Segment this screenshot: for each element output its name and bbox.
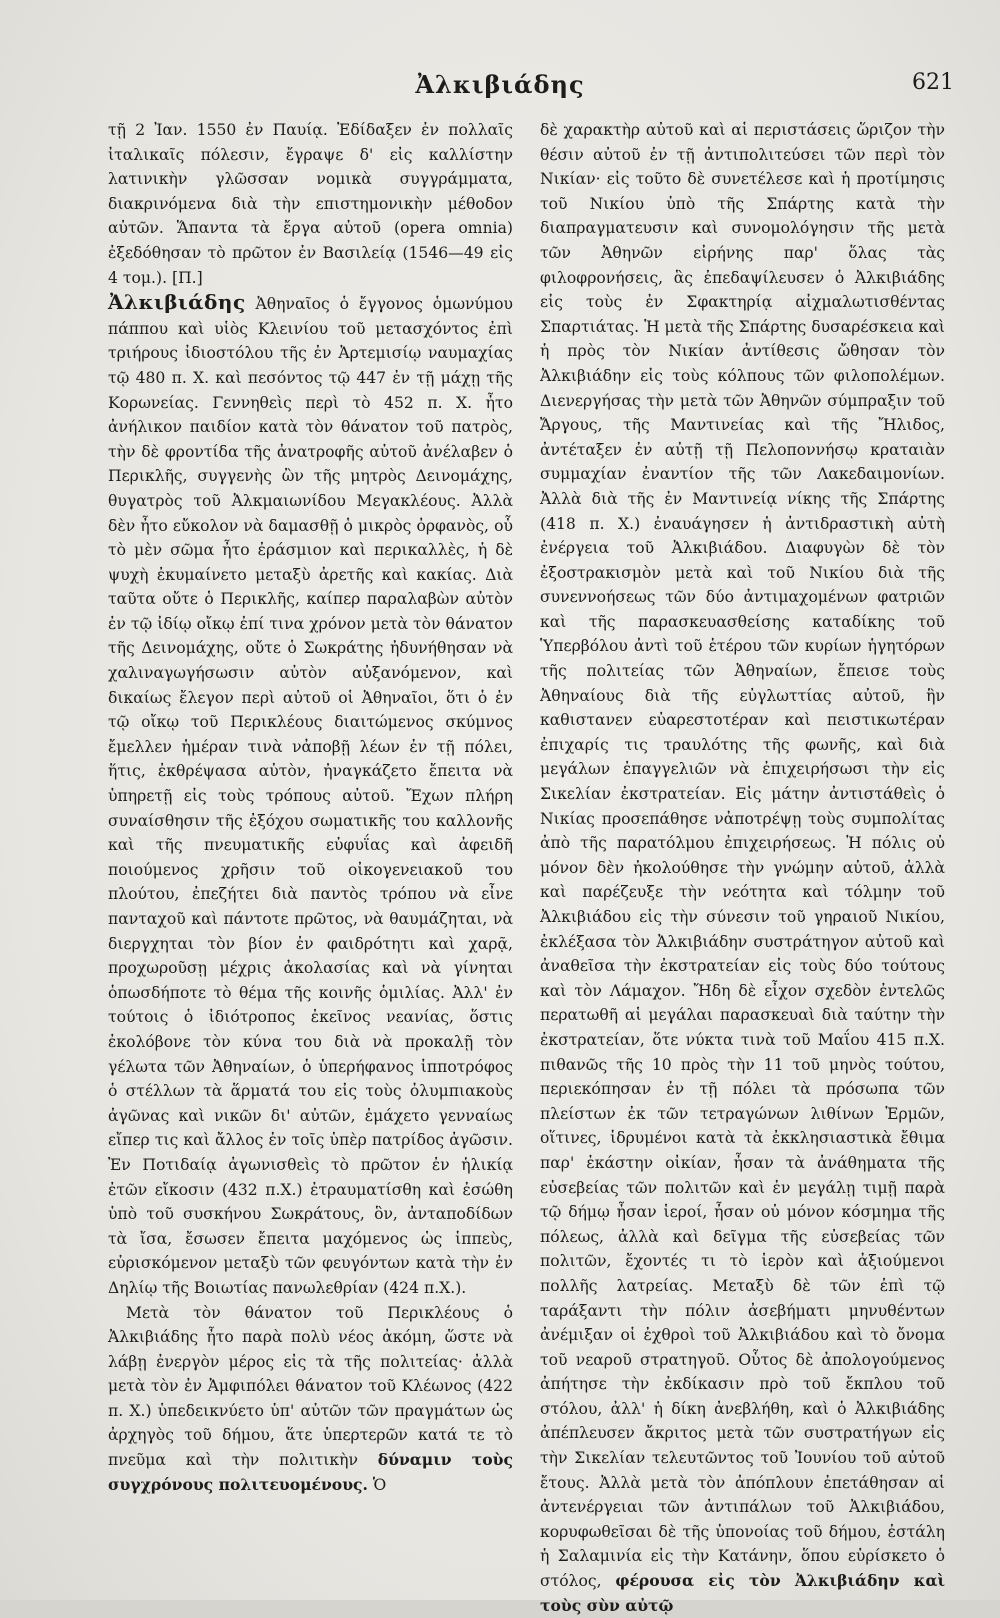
page-title: Ἀλκιβιάδης [415, 70, 585, 99]
paragraph-text: Ἀθηναῖος ὁ ἔγγονος ὁμωνύμου πάππου καὶ υἱὸς Κλεινίου τοῦ μετασχόντος ἐπὶ τριήρους ἰδιοστόλου τῆς ἐν Ἀρτεμισίῳ ναυμαχίας τῷ 480 π. Χ. καὶ πεσόντος τῷ 447 ἐν τῇ μάχῃ τῆς Κορωνείας. Γεννηθεὶς περὶ τὸ 452 π. Χ. ἦτο ἀνήλικον παιδίον κατὰ τὸν θάνατον τοῦ πατρὸς, τὴν δὲ φροντίδα τῆς ἀνατροφῆς αὐτοῦ ἀνέλαβεν ὁ Περικλῆς, συγγενὴς ὢν τῆς μητρὸς Δεινομάχης, θυγατρὸς τοῦ Ἀλκμαιωνίδου Μεγακλέους. Ἀλλὰ δὲν ἦτο εὔκολον νὰ δαμασθῇ ὁ μικρὸς ὀρφανὸς, οὗ τὸ μὲν σῶμα ἦτο ἐράσμιον καὶ περικαλλὲς, ἡ δὲ ψυχὴ ἐκυμαίνετο μεταξὺ ἀρετῆς καὶ κακίας. Διὰ ταῦτα οὔτε ὁ Περικλῆς, καίπερ παραλαβὼν αὐτὸν ἐν τῷ ἰδίῳ οἴκῳ ἐπί τινα χρόνον μετὰ τὸν θάνατον τῆς Δεινομάχης, οὔτε ὁ Σωκράτης ἠδυνήθησαν νὰ χαλιναγωγήσωσιν αὐτὸν αὐξανόμενον, καὶ δικαίως ἔλεγον περὶ αὐτοῦ οἱ Ἀθηναῖοι, ὅτι ὁ ἐν τῷ οἴκῳ τοῦ Περικλέους διαιτώμενος σκύμνος ἔμελλεν ἡμέραν τινὰ νἀποβῇ λέων ἐν τῇ πόλει, ἥτις, ἐκθρέψασα αὐτὸν, ἠναγκάζετο ἔπειτα νὰ ὑπηρετῇ εἰς τοὺς τρόπους αὐτοῦ. Ἔχων πλήρη συναίσθησιν τῆς ἐξόχου σωματικῆς του καλλονῆς καὶ τῆς πνευματικῆς εὐφυΐας καὶ ἀφειδῆ ποιούμενος χρῆσιν τοῦ οἰκογενειακοῦ του πλούτου, ἐπεζήτει διὰ παντὸς τρόπου νὰ εἶνε πανταχοῦ καὶ πάντοτε πρῶτος, νὰ θαυμάζηται, νὰ διεργχηται τὸν βίον ἐν φαιδρότητι καὶ χαρᾷ, προχωροῦσῃ μέχρις ἀκολασίας καὶ νὰ γίνηται ὁπωσδήποτε τὸ θέμα τῆς κοινῆς ὁμιλίας. Ἀλλ' ἐν τούτοις ὁ ἰδιότροπος ἐκεῖνος νεανίας, ὅστις ἐκολόβονε τὸν κύνα του διὰ νὰ προκαλῇ τὸν γέλωτα τῶν Ἀθηναίων, ὁ ὑπερήφανος ἱπποτρόφος ὁ στέλλων τὰ ἅρματά του εἰς τοὺς ὀλυμπιακοὺς ἀγῶνας καὶ νικῶν δι' αὐτῶν, ἐμάχετο γενναίως εἴπερ τις καὶ ἄλλος ἐν τοῖς ὑπὲρ πατρίδος ἀγῶσιν. Ἐν Ποτιδαίᾳ ἀγωνισθεὶς τὸ πρῶτον ἐν ἡλικίᾳ ἐτῶν εἴκοσιν (432 π.Χ.) ἐτραυματίσθη καὶ ἐσώθη ὑπὸ τοῦ συσκήνου Σωκράτους, ὃν, ἀνταποδίδων τὰ ἴσα, ἔσωσεν ἔπειτα μαχόμενος ὡς ἱππεὺς, εὑρισκόμενον μεταξὺ τῶν φευγόντων κατὰ τὴν ἐν Δηλίῳ τῆς Βοιωτίας πανωλεθρίαν (424 π.Χ.). [108, 295, 513, 1297]
paragraph-text: τῇ 2 Ἰαν. 1550 ἐν Παυίᾳ. Ἐδίδαξεν ἐν πολλαῖς ἰταλικαῖς πόλεσιν, ἔγραψε δ' εἰς καλλίστην λατινικὴν γλῶσσαν νομικὰ συγγράμματα, διακρινόμενα διὰ τὴν επιστημονικὴν μέθοδον αὐτῶν. Ἅπαντα τὰ ἔργα αὐτοῦ (opera omnia) ἐξεδόθησαν τὸ πρῶτον ἐν Βασιλείᾳ (1546—49 εἰς 4 τομ.). [Π.] [108, 121, 513, 287]
paragraph-text: δὲ χαρακτὴρ αὐτοῦ καὶ αἱ περιστάσεις ὥριζον τὴν θέσιν αὐτοῦ ἐν τῇ ἀντιπολιτεύσει τῶν περὶ τὸν Νικίαν· εἰς τοῦτο δὲ συνετέλεσε καὶ ἡ προτίμησις τοῦ Νικίου ὑπὸ τῆς Σπάρτης κατὰ τὴν διαπραγματευσιν καὶ συνομολόγησιν τῆς μετὰ τῶν Ἀθηνῶν εἰρήνης παρ' ὅλας τὰς φιλοφρονήσεις, ἃς ἐπεδαψίλευσεν ὁ Ἀλκιβιάδης εἰς τοὺς ἐν Σφακτηρίᾳ αἰχμαλωτισθέντας Σπαρτιάτας. Ἡ μετὰ τῆς Σπάρτης δυσαρέσκεια καὶ ἡ πρὸς τὸν Νικίαν ἀντίθεσις ὤθησαν τὸν Ἀλκιβιάδην εἰς τοὺς κόλπους τῶν φιλοπολέμων. Διενεργήσας τὴν μετὰ τῶν Ἀθηνῶν σύμπραξιν τοῦ Ἄργους, τῆς Μαντινείας καὶ τῆς Ἤλιδος, ἀντέταξεν ἐν αὐτῇ τῇ Πελοποννήσῳ κραταιὰν συμμαχίαν ἐναντίον τῆς τῶν Λακεδαιμονίων. Ἀλλὰ διὰ τῆς ἐν Μαντινείᾳ νίκης τῆς Σπάρτης (418 π. Χ.) ἐναυάγησεν ἡ ἀντιδραστικὴ αὐτὴ ἐνέργεια τοῦ Ἀλκιβιάδου. Διαφυγὼν δὲ τὸν ἐξοστρακισμὸν μετὰ καὶ τοῦ Νικίου διὰ τῆς συνεννοήσεως τῶν δύο ἀντιμαχομένων φατριῶν καὶ τῆς παρασκευασθείσης καταδίκης τοῦ Ὑπερβόλου ἀντὶ τοῦ ἑτέρου τῶν κυρίων ἡγητόρων τῆς πολιτείας τῶν Ἀθηναίων, ἔπεισε τοὺς Ἀθηναίους διὰ τῆς εὐγλωττίας αὐτοῦ, ἣν καθιστανεν εὐαρεστοτέραν καὶ πειστικωτέραν ἐπιχαρίς τις τραυλότης τῆς φωνῆς, καὶ διὰ μεγάλων ἐπαγγελιῶν νὰ ἐπιχειρήσωσι τὴν εἰς Σικελίαν ἐκστρατείαν. Εἰς μάτην ἀντιστάθεὶς ὁ Νικίας προσεπάθησε νἀποτρέψῃ τοὺς συμπολίτας ἀπὸ τῆς παρατόλμου ἐπιχειρήσεως. Ἡ πόλις οὐ μόνον δὲν ἠκολούθησε τὴν γνώμην αὐτοῦ, ἀλλὰ καὶ παρέζευξε τὴν νεότητα καὶ τόλμην τοῦ Ἀλκιβιάδου εἰς τὴν σύνεσιν τοῦ γηραιοῦ Νικίου, ἐκλέξασα τὸν Ἀλκιβιάδην συστράτηγον αὐτοῦ καὶ ἀναθεῖσα τὴν ἐκστρατείαν εἰς τοὺς δύο τούτους καὶ τὸν Λάμαχον. Ἤδη δὲ εἶχον σχεδὸν ἐντελῶς περατωθῆ αἱ μεγάλαι παρασκευαὶ διὰ ταύτην τὴν ἐκστρατείαν, ὅτε νύκτα τινὰ τοῦ Μαΐου 415 π.Χ. πιθανῶς τῆς 10 πρὸς τὴν 11 τοῦ μηνὸς τούτου, περιεκόπησαν ἐν τῇ πόλει τὰ πρόσωπα τῶν πλείστων ἐκ τῶν τετραγώνων λιθίνων Ἑρμῶν, οἵτινες, ἱδρυμένοι κατὰ τὰ ἐκκλησιαστικὰ ἔθιμα παρ' ἑκάστην οἰκίαν, ἦσαν τὰ ἀνάθηματα τῆς εὐσεβείας τῶν πολιτῶν καὶ ἐν μεγάλῃ τιμῇ παρὰ τῷ δήμῳ ἦσαν ἱεροί, ἦσαν οὐ μόνον κόσμημα τῆς πόλεως, ἀλλὰ καὶ δεῖγμα τῆς εὐσεβείας τῶν πολιτῶν, ἔχοντές τι τὸ ἱερὸν καὶ ἀξιούμενοι πολλῆς λατρείας. Μεταξὺ δὲ τῶν ἐπὶ τῷ ταράξαντι τὴν πόλιν ἀσεβήματι μηνυθέντων ἀνέμιξαν οἱ ἐχθροὶ τοῦ Ἀλκιβιάδου καὶ τὸ ὄνομα τοῦ νεαροῦ στρατηγοῦ. Οὗτος δὲ ἀπολογούμενος ἀπήτησε τὴν ἐκδίκασιν πρὸ τοῦ ἔκπλου τοῦ στόλου, ἀλλ' ἡ δίκη ἀνεβλήθη, καὶ ὁ Ἀλκιβιάδης ἀπέπλευσεν ἄκριτος μετὰ τῶν συστρατήγων εἰς τὴν Σικελίαν τελευτῶντος τοῦ Ἰουνίου τοῦ αὐτοῦ ἔτους. Ἀλλὰ μετὰ τὸν ἀπόπλουν ἐπετάθησαν αἱ ἀντενέργειαι τῶν ἀντιπάλων τοῦ Ἀλκιβιάδου, κορυφωθεῖσαι δὲ τῆς ὑπονοίας τοῦ δήμου, ἐστάλη ἡ Σαλαμινία εἰς τὴν Κατάνην, ὅπου εὑρίσκετο ὁ στόλος, [540, 121, 945, 1591]
paragraph-text: Μετὰ τὸν θάνατον τοῦ Περικλέους ὁ Ἀλκιβιάδης ἦτο παρὰ πολὺ νέος ἀκόμη, ὥστε νὰ λάβῃ ἐνεργὸν μέρος εἰς τὰ τῆς πολιτείας· ἀλλὰ μετὰ τὸν ἐν Ἀμφιπόλει θάνατον τοῦ Κλέωνος (422 π. Χ.) ὑπεδεικνύετο ὑπ' αὐτῶν τῶν πραγμάτων ὡς ἀρχηγὸς τοῦ δήμου, ἅτε ὑπερτερῶν κατά τε τὸ πνεῦμα καὶ τὴν πολιτικὴν [108, 1303, 513, 1470]
paragraph [540, 118, 945, 1618]
paragraph-text-bold: φέρουσα εἰς τὸν Ἀλκιβιάδην καὶ τοὺς σὺν αὐτῷ [540, 1571, 945, 1615]
paragraph [108, 290, 513, 1300]
paragraph-text: Ὁ [367, 1475, 387, 1494]
page-number: 621 [912, 70, 954, 95]
paragraph-text-bold: δύναμιν τοὺς συγχρόνους πολιτευομένους. [108, 1450, 513, 1494]
right-column [540, 118, 945, 1618]
paragraph [108, 118, 513, 290]
left-column [108, 118, 513, 1497]
paragraph [108, 1301, 513, 1498]
entry-heading: Ἀλκιβιάδης [108, 290, 246, 315]
